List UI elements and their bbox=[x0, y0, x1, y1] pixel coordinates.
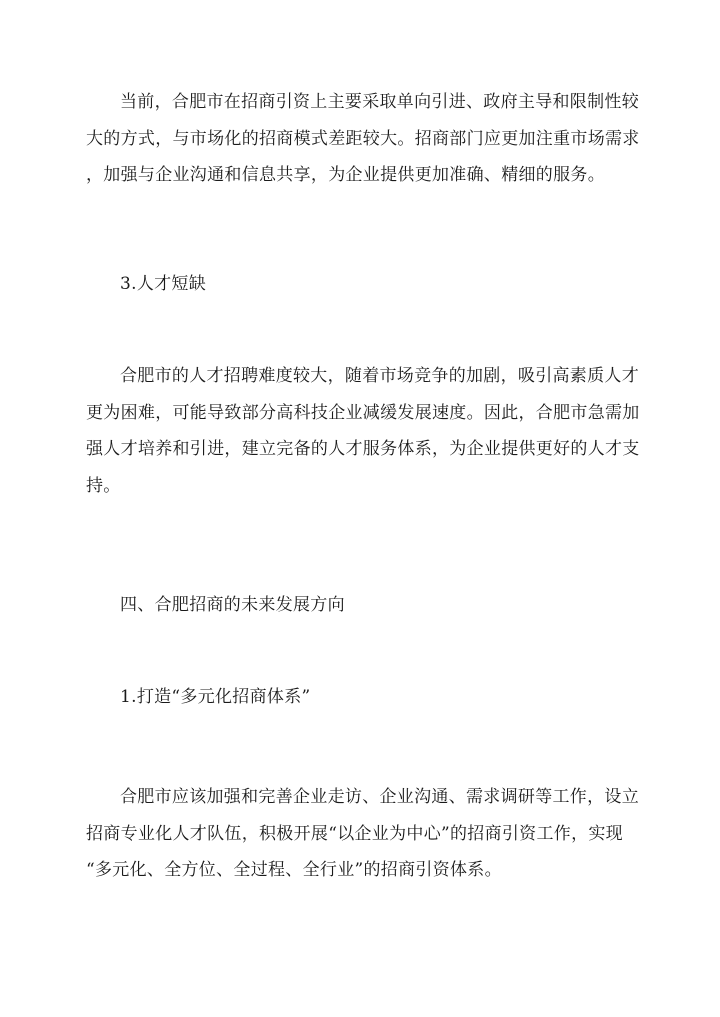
paragraph-line: 更为困难，可能导致部分高科技企业减缓发展速度。因此，合肥市急需加 bbox=[86, 402, 640, 423]
paragraph-diversified bbox=[86, 779, 638, 889]
section-heading-diversified-system: 1.打造“多元化招商体系” bbox=[120, 687, 311, 707]
paragraph-line: 持。 bbox=[86, 475, 121, 496]
paragraph-line: 强人才培养和引进，建立完备的人才服务体系，为企业提供更好的人才支 bbox=[86, 439, 640, 459]
paragraph-line: 招商专业化人才队伍，积极开展“以企业为中心”的招商引资工作，实现 bbox=[86, 823, 623, 844]
paragraph-line: 大的方式，与市场化的招商模式差距较大。招商部门应更加注重市场需求 bbox=[86, 128, 640, 149]
paragraph-market-approach bbox=[86, 84, 638, 194]
paragraph-line: ，加强与企业沟通和信息共享，为企业提供更加准确、精细的服务。 bbox=[86, 165, 605, 185]
section-heading-talent-shortage: 3.人才短缺 bbox=[120, 274, 207, 294]
paragraph-talent bbox=[86, 358, 638, 504]
paragraph-line: “多元化、全方位、全过程、全行业”的招商引资体系。 bbox=[86, 860, 502, 880]
paragraph-line: 当前，合肥市在招商引资上主要采取单向引进、政府主导和限制性较 bbox=[120, 92, 639, 112]
paragraph-line: 合肥市的人才招聘难度较大，随着市场竞争的加剧，吸引高素质人才 bbox=[120, 366, 639, 386]
section-heading-future-direction: 四、合肥招商的未来发展方向 bbox=[120, 595, 345, 615]
paragraph-line: 合肥市应该加强和完善企业走访、企业沟通、需求调研等工作，设立 bbox=[120, 787, 639, 807]
